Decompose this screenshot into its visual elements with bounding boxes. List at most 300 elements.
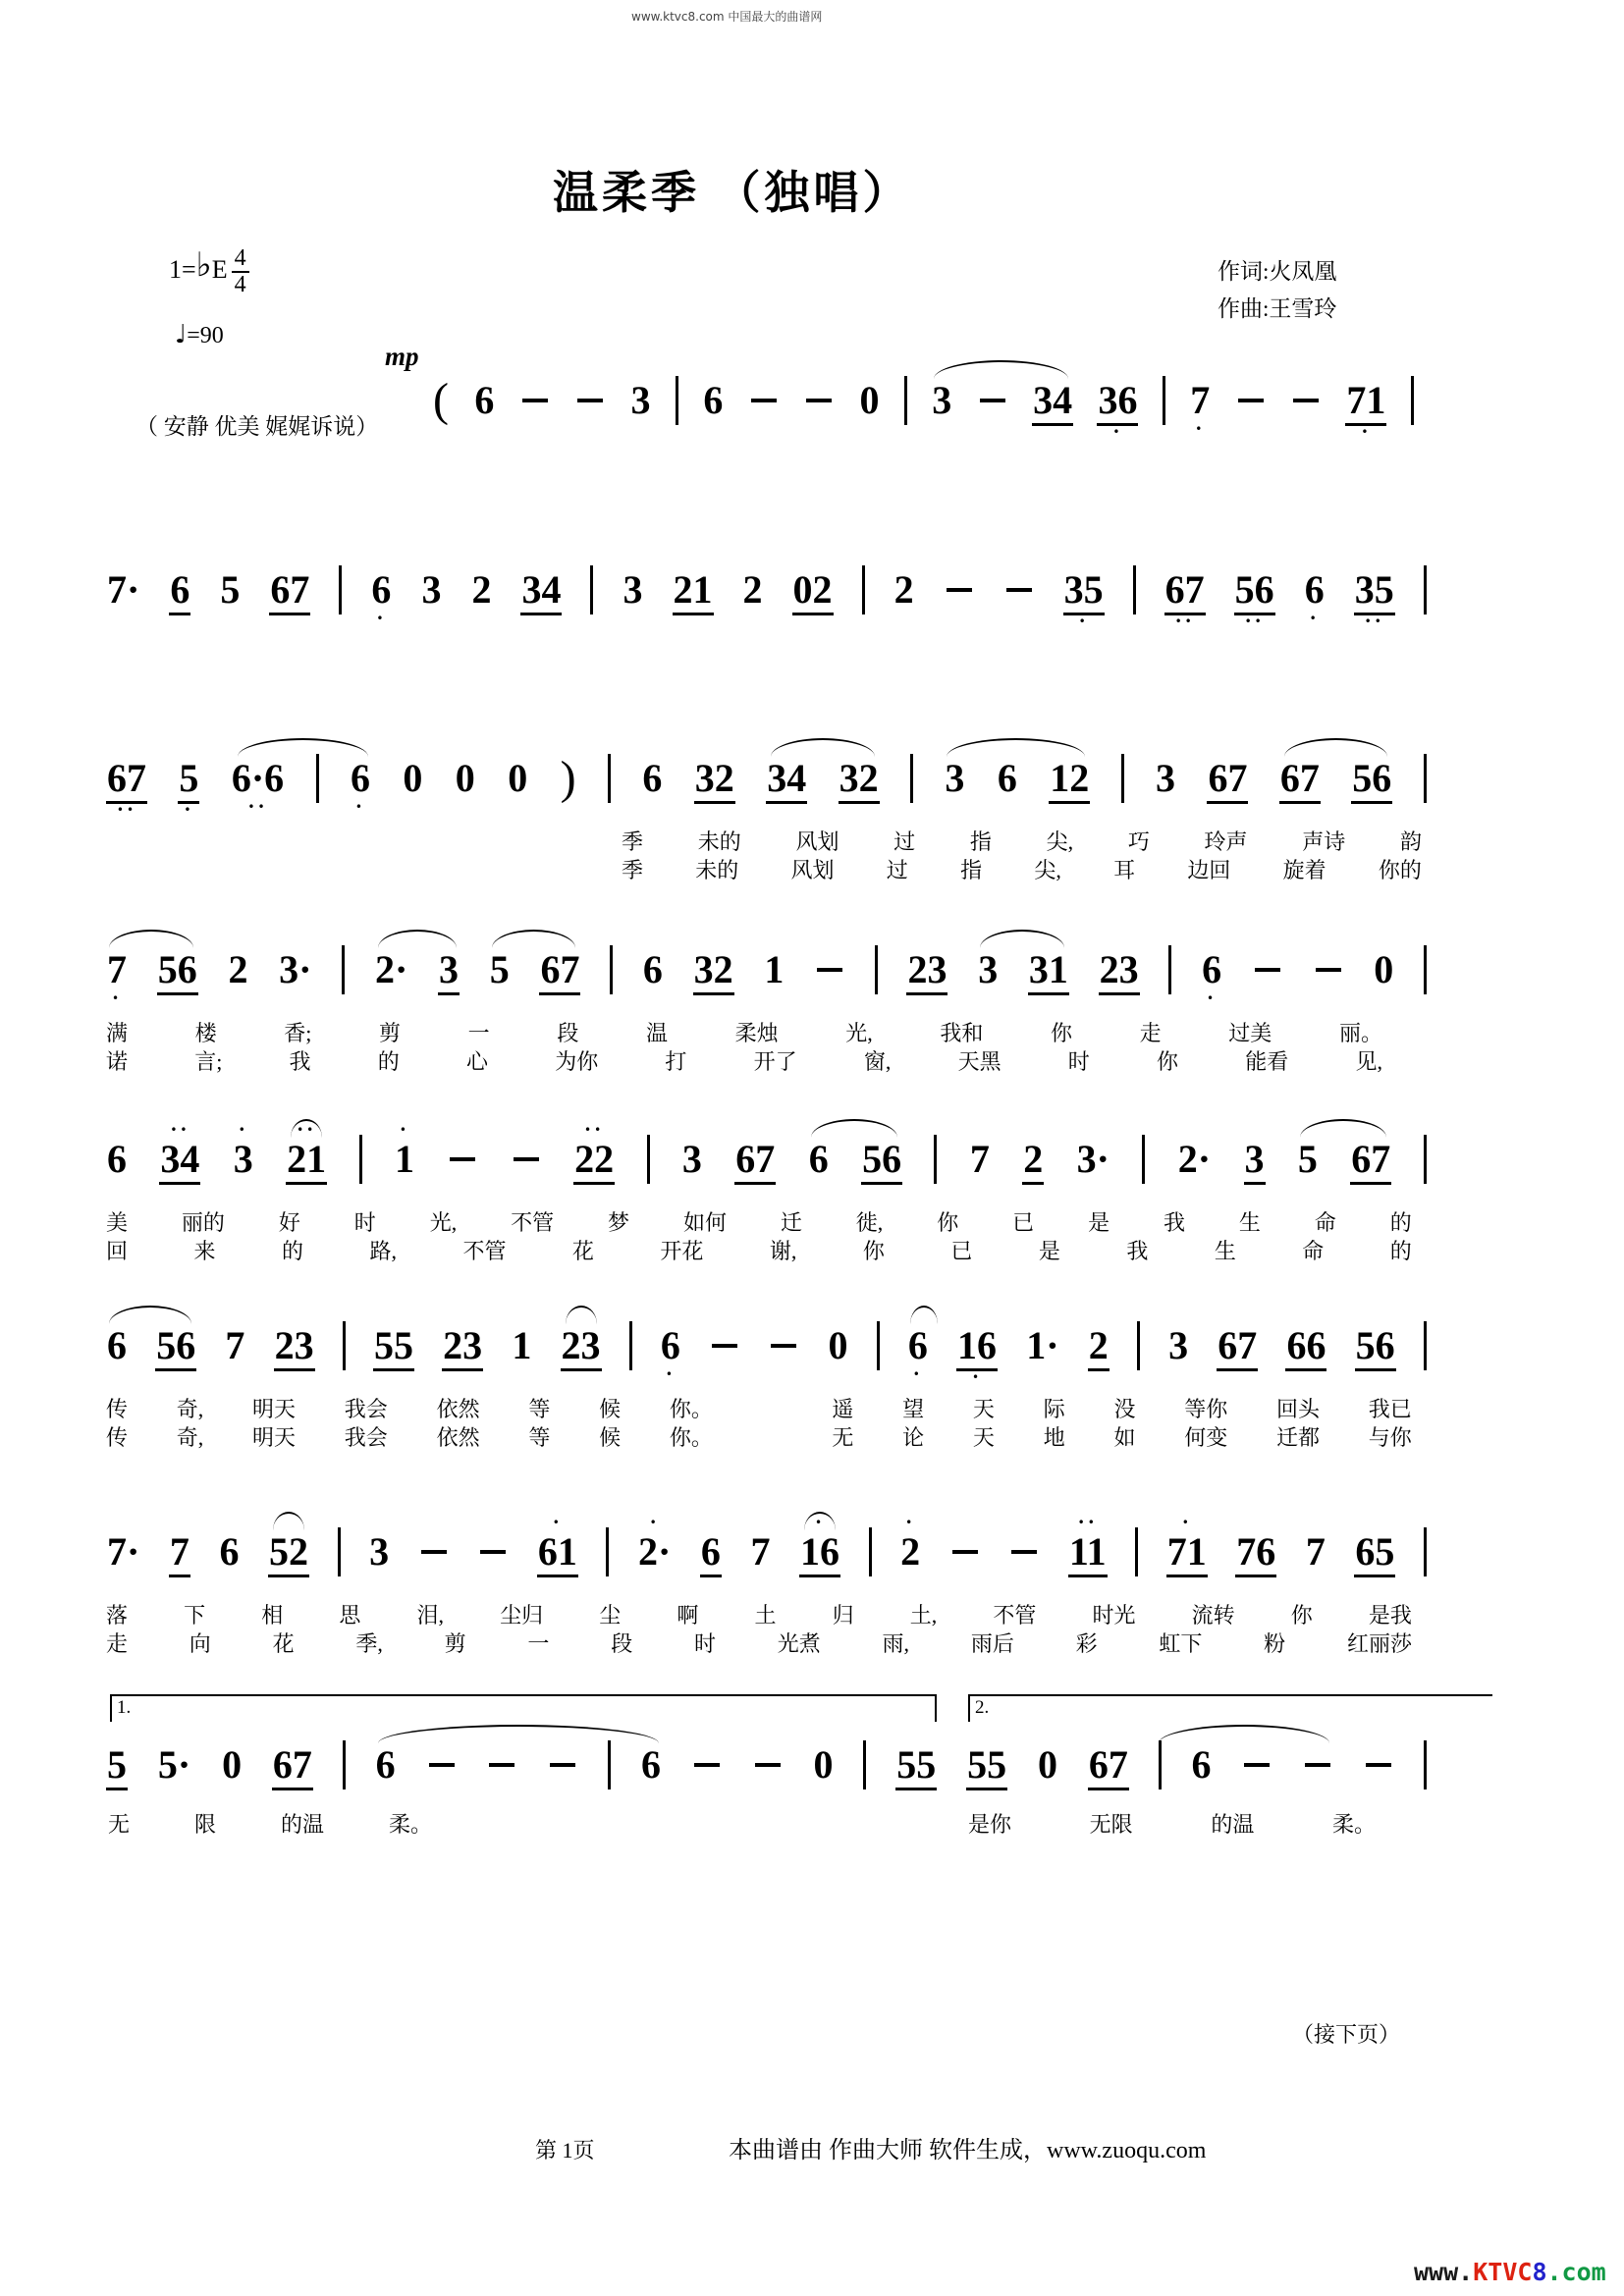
lyric-syllable: 一 — [527, 1631, 550, 1656]
note-number — [1424, 945, 1427, 994]
note-number — [342, 945, 345, 994]
note-number: 1 — [394, 1137, 414, 1181]
lyric-syllable: 是你 — [968, 1812, 1012, 1837]
note-number: 0 — [813, 1742, 834, 1787]
octave-dots-below: • — [912, 1367, 923, 1381]
note-token — [1177, 1124, 1212, 1195]
lyric-syllable: 我 — [289, 1049, 311, 1074]
note-token — [507, 743, 528, 814]
note-number — [610, 945, 613, 994]
lyric-syllable: 不管 — [511, 1210, 555, 1235]
note-number: 6 — [703, 378, 724, 422]
octave-dots-below: •• — [1174, 614, 1195, 628]
dash-note — [709, 1310, 740, 1381]
octave-dots-above: •• — [170, 1123, 190, 1137]
lyric-syllable: 好 — [278, 1210, 300, 1235]
lyric-syllable: 你 — [937, 1210, 959, 1235]
lyric-syllable: 天黑 — [957, 1049, 1001, 1074]
note-number: 55 — [895, 1742, 937, 1790]
lyric-syllable: 时 — [1067, 1049, 1090, 1074]
note-number: 0 — [222, 1742, 243, 1787]
note-token — [1063, 555, 1105, 628]
note-token — [560, 743, 577, 814]
note-number: 34 — [520, 567, 562, 615]
note-number: 67 — [272, 1742, 313, 1790]
note-token — [420, 555, 442, 625]
note-token — [673, 555, 714, 628]
lyric-syllable: 是我 — [1368, 1603, 1412, 1628]
note-number: 3 — [945, 756, 965, 800]
lyric-syllable: 一 — [467, 1021, 490, 1045]
lyric-syllable: 你 — [862, 1239, 885, 1263]
lyric-syllable: 回头 — [1275, 1397, 1320, 1421]
slur-arc — [934, 360, 1068, 379]
note-number: 67 — [1279, 756, 1321, 804]
logo-segment: .com — [1546, 2258, 1606, 2286]
barline — [875, 934, 878, 1007]
note-number — [1133, 565, 1136, 614]
lyric-syllable: 旋着 — [1282, 858, 1326, 882]
lyric-syllable: 如何 — [682, 1210, 727, 1235]
lyric-syllable: 季 — [622, 858, 644, 882]
note-number: 56 — [157, 947, 198, 995]
lyric-syllable: 为你 — [555, 1049, 599, 1074]
note-number: 31 — [1028, 947, 1069, 995]
lyric-syllable: 生 — [1214, 1239, 1236, 1263]
lyric-syllable: 你的 — [1378, 858, 1422, 882]
note-number — [1424, 565, 1427, 614]
octave-dots-above: •• — [1077, 1516, 1098, 1529]
note-token — [1207, 743, 1248, 817]
lyric-syllable: 段 — [611, 1631, 633, 1656]
note-number: 6 — [907, 1323, 928, 1367]
lyric-syllable: 段 — [557, 1021, 579, 1045]
lyric-syllable: 传 — [106, 1397, 129, 1421]
note-token — [1167, 1310, 1189, 1381]
note-number: 34 — [159, 1137, 200, 1185]
lyric-syllable: 季 — [622, 829, 644, 854]
note-number: 6 — [107, 1137, 127, 1181]
lyric-syllable: 徙, — [855, 1210, 884, 1235]
note-number: 56 — [1234, 567, 1275, 615]
note-number — [1313, 947, 1344, 992]
barline — [1137, 1310, 1140, 1383]
slur-arc — [109, 930, 193, 948]
dynamics-marking: mp — [385, 342, 419, 371]
lyrics-row — [106, 1206, 1412, 1237]
lyric-syllable: 丽的 — [181, 1210, 225, 1235]
note-token — [394, 1124, 415, 1195]
lyric-syllable: 的 — [1389, 1210, 1412, 1235]
lyric-syllable: 花 — [272, 1631, 295, 1656]
lyric-syllable: 不管 — [993, 1603, 1037, 1628]
note-number: 16 — [799, 1529, 840, 1577]
note-number: 67 — [1164, 567, 1206, 615]
note-token — [742, 555, 764, 625]
note-number — [877, 1321, 880, 1370]
slur-arc — [109, 1306, 191, 1324]
lyric-syllable: 的 — [1389, 1239, 1412, 1263]
barline — [1121, 743, 1124, 816]
note-number — [1290, 378, 1322, 423]
lyrics-row — [106, 1235, 1412, 1265]
note-number: 6 — [1202, 947, 1222, 991]
lyric-syllable: 的温 — [280, 1812, 324, 1837]
note-number: 0 — [1037, 1742, 1057, 1787]
note-number: 0 — [508, 756, 528, 800]
octave-dots-above: • — [552, 1516, 563, 1529]
lyric-syllable: 土, — [909, 1603, 938, 1628]
flat-icon: ♭ — [195, 245, 212, 285]
note-number: 3 — [421, 567, 442, 612]
barline — [1133, 555, 1136, 627]
note-number: 23 — [906, 947, 947, 995]
note-number: 23 — [442, 1323, 483, 1371]
lyric-syllable: 光, — [845, 1021, 873, 1045]
lyric-syllable: 依然 — [436, 1425, 480, 1450]
note-number: 3 — [630, 378, 651, 422]
note-number — [1252, 947, 1283, 992]
performance-note: （ 安静 优美 娓娓诉说） — [135, 414, 379, 439]
lyric-syllable: 美 — [106, 1210, 129, 1235]
lyrics-row — [968, 1808, 1376, 1839]
lyric-syllable: 等 — [528, 1397, 551, 1421]
lyric-syllable: 开了 — [753, 1049, 797, 1074]
slur-arc — [947, 738, 1085, 757]
note-token — [373, 1310, 414, 1384]
note-number — [1163, 376, 1165, 425]
lyric-syllable: 未的 — [695, 858, 739, 882]
slur-arc — [566, 1306, 597, 1324]
barline — [1424, 1730, 1427, 1802]
note-number — [1121, 754, 1124, 803]
lyric-syllable: 走 — [1139, 1021, 1162, 1045]
lyric-syllable: 路, — [369, 1239, 397, 1263]
dash-note — [944, 555, 975, 625]
lyric-syllable: 你。 — [669, 1425, 713, 1450]
barline — [1163, 365, 1165, 438]
note-token — [966, 1730, 1007, 1803]
lyric-syllable: 温 — [645, 1021, 668, 1045]
logo-segment: www. — [1414, 2258, 1474, 2286]
octave-dots-below: • — [1195, 422, 1206, 436]
note-token — [106, 1124, 128, 1195]
note-number — [426, 1742, 458, 1788]
note-number: 34 — [766, 756, 807, 804]
lyric-syllable: 奇, — [176, 1425, 204, 1450]
lyric-syllable: 尘 — [599, 1603, 622, 1628]
dash-note — [752, 1730, 784, 1800]
note-token — [1285, 1310, 1326, 1384]
note-token — [1099, 934, 1140, 1008]
note-number: 7 — [1190, 378, 1211, 422]
note-number — [691, 1742, 723, 1788]
octave-dots-below: • — [1112, 425, 1123, 439]
barline — [869, 1517, 872, 1589]
note-token — [269, 555, 310, 628]
note-token — [537, 1517, 578, 1590]
time-signature: $\frac{4}{4}$ — [232, 246, 249, 297]
lyric-syllable: 无 — [108, 1812, 131, 1837]
lyric-syllable: 无 — [832, 1425, 854, 1450]
octave-dots-above: • — [1181, 1516, 1192, 1529]
note-number: 67 — [734, 1137, 776, 1185]
note-token — [1201, 934, 1222, 1005]
note-number: 2· — [637, 1529, 672, 1574]
key-signature — [169, 245, 249, 297]
octave-dots-above: • — [649, 1516, 660, 1529]
note-number — [768, 1323, 799, 1368]
lyric-syllable: 望 — [902, 1397, 925, 1421]
note-token — [227, 934, 248, 1005]
note-number — [934, 1135, 937, 1184]
note-number — [338, 1527, 341, 1576]
note-number: 7 — [225, 1323, 245, 1367]
note-number: 6 — [219, 1529, 240, 1574]
note-number: 67 — [269, 567, 310, 615]
note-number: 66 — [1285, 1323, 1326, 1371]
note-number: 2 — [900, 1529, 921, 1574]
note-number: 7· — [107, 567, 140, 612]
lyric-syllable: 打 — [665, 1049, 687, 1074]
lyric-syllable: 遥 — [832, 1397, 854, 1421]
slur-arc — [1159, 1725, 1329, 1743]
octave-dots-above: • — [399, 1123, 409, 1137]
barline — [1424, 934, 1427, 1007]
note-token — [272, 1730, 313, 1803]
notation-line-1 — [432, 365, 1414, 439]
dash-note — [1252, 934, 1283, 1005]
lyric-syllable: 谢, — [769, 1239, 797, 1263]
lyric-syllable: 见, — [1355, 1049, 1382, 1074]
barline — [676, 365, 678, 438]
note-number: 3 — [438, 947, 460, 995]
lyric-syllable: 丽。 — [1338, 1021, 1382, 1045]
note-token — [906, 934, 947, 1008]
note-number: 5 — [106, 1742, 128, 1790]
lyric-syllable: 韵 — [1399, 829, 1422, 854]
note-number: 23 — [274, 1323, 315, 1371]
lyric-syllable: 玲声 — [1204, 829, 1248, 854]
octave-dots-below: • — [111, 991, 123, 1005]
note-number — [608, 754, 611, 803]
note-token — [1345, 365, 1386, 439]
note-number: 67 — [1217, 1323, 1258, 1371]
note-number: 67 — [1350, 1137, 1391, 1185]
note-token — [893, 555, 915, 625]
barline — [590, 555, 593, 627]
lyric-syllable: 泪, — [416, 1603, 445, 1628]
notation-line-7 — [106, 1516, 1427, 1656]
note-token — [1355, 1310, 1396, 1384]
note-number: 55 — [966, 1742, 1007, 1790]
note-token — [169, 555, 190, 628]
note-number: 2 — [742, 567, 763, 612]
octave-dots-above: • — [238, 1123, 248, 1137]
note-number — [814, 947, 845, 992]
lyric-syllable: 等 — [528, 1425, 551, 1450]
barline — [934, 1124, 937, 1197]
lyric-syllable: 风划 — [790, 858, 835, 882]
note-number — [709, 1323, 740, 1368]
note-token — [1097, 365, 1138, 439]
note-token — [763, 934, 785, 1005]
barline — [877, 1310, 880, 1383]
note-number: 32 — [694, 756, 735, 804]
lyric-syllable: 我会 — [344, 1397, 388, 1421]
note-number: 6 — [474, 378, 495, 422]
note-number: 6 — [808, 1137, 829, 1181]
note-number: 23 — [1099, 947, 1140, 995]
note-token — [827, 1310, 848, 1381]
note-token — [368, 1517, 390, 1587]
barline — [606, 1517, 609, 1589]
octave-dots-below: • — [1078, 614, 1089, 628]
note-token — [681, 1124, 703, 1195]
lyric-syllable: 我已 — [1368, 1397, 1412, 1421]
lyric-syllable: 边回 — [1187, 858, 1231, 882]
note-number — [1137, 1321, 1140, 1370]
lyric-syllable: 走 — [106, 1631, 129, 1656]
lyric-syllable: 的 — [281, 1239, 303, 1263]
note-number — [1168, 945, 1171, 994]
lyric-syllable: 奇, — [176, 1397, 204, 1421]
octave-dots-below: • — [971, 1370, 983, 1384]
lyric-syllable: 柔烛 — [734, 1021, 779, 1045]
barline — [1424, 1517, 1427, 1589]
lyric-syllable: 命 — [1314, 1210, 1336, 1235]
lyric-syllable: 来 — [193, 1239, 216, 1263]
slur-arc — [1300, 1119, 1386, 1138]
lyrics-row — [106, 1017, 1382, 1047]
lyric-syllable: 时光 — [1092, 1603, 1136, 1628]
volta-bracket-1 — [110, 1694, 937, 1722]
note-number: 7 — [1305, 1529, 1326, 1574]
note-number: 2 — [471, 567, 492, 612]
barline — [1142, 1124, 1145, 1197]
lyric-syllable: 红丽莎 — [1346, 1631, 1412, 1656]
note-number: 22 — [573, 1137, 615, 1185]
note-number: 23 — [561, 1323, 602, 1371]
note-token — [1166, 1517, 1208, 1590]
note-number: 3 — [681, 1137, 702, 1181]
dash-note — [1235, 365, 1267, 436]
lyric-syllable: 没 — [1113, 1397, 1136, 1421]
note-number: 32 — [839, 756, 880, 804]
lyrics-row — [108, 1808, 432, 1839]
note-token — [169, 1517, 190, 1590]
note-token — [969, 1124, 991, 1195]
note-token — [1373, 934, 1394, 1005]
barline — [629, 1310, 632, 1383]
lyric-syllable: 耳 — [1113, 858, 1136, 882]
lyric-syllable: 心 — [465, 1049, 488, 1074]
lyric-syllable: 过 — [886, 858, 908, 882]
note-token — [432, 365, 450, 436]
note-token — [573, 1124, 615, 1198]
barline — [862, 555, 865, 627]
note-number: 3 — [1244, 1137, 1266, 1185]
lyric-syllable: 已 — [1012, 1210, 1035, 1235]
lyric-syllable: 香; — [284, 1021, 312, 1045]
page-number: 第 1页 — [535, 2138, 595, 2163]
note-number: 6 — [350, 756, 370, 800]
note-token — [1037, 1730, 1058, 1800]
note-number: 3 — [932, 378, 952, 422]
dash-note — [519, 365, 551, 436]
lyric-syllable: 如 — [1113, 1425, 1136, 1450]
note-number — [486, 1742, 517, 1788]
lyric-syllable: 命 — [1302, 1239, 1325, 1263]
note-number: 6 — [700, 1529, 722, 1577]
note-token — [520, 555, 562, 628]
note-token — [106, 743, 147, 817]
lyric-syllable: 明天 — [252, 1425, 297, 1450]
note-number: 7 — [750, 1529, 771, 1574]
lyric-syllable: 言; — [194, 1049, 223, 1074]
note-number — [752, 1742, 784, 1788]
slur-arc — [378, 930, 457, 948]
lyric-syllable: 相 — [261, 1603, 284, 1628]
note-number: 6 — [371, 567, 392, 612]
note-number — [1424, 1527, 1427, 1576]
octave-dots-below: •• — [116, 803, 137, 817]
octave-dots-below: •• — [247, 800, 268, 814]
notation-line-4 — [106, 934, 1427, 1074]
lyric-syllable: 指 — [960, 858, 983, 882]
octave-dots-below: •• — [1244, 614, 1265, 628]
dash-note — [418, 1517, 450, 1587]
note-number — [1008, 1529, 1040, 1575]
key-letter: E — [211, 255, 228, 284]
note-token — [1305, 1517, 1326, 1587]
barline — [1424, 555, 1427, 627]
note-number: 5 — [220, 567, 241, 612]
lyric-syllable: 际 — [1043, 1397, 1065, 1421]
lyric-syllable: 未的 — [697, 829, 741, 854]
lyric-syllable: 流转 — [1191, 1603, 1235, 1628]
note-number — [316, 754, 319, 803]
lyric-syllable: 我会 — [344, 1425, 388, 1450]
note-token — [159, 1124, 200, 1198]
lyric-syllable: 候 — [599, 1397, 622, 1421]
lyric-syllable: 地 — [1043, 1425, 1065, 1450]
note-number — [1003, 567, 1035, 613]
note-number — [590, 565, 593, 614]
note-number: 34 — [1032, 378, 1073, 426]
note-number: 67 — [1207, 756, 1248, 804]
note-number: 6 — [642, 756, 663, 800]
lyric-syllable: 剪 — [379, 1021, 402, 1045]
lyric-syllable: 我 — [1126, 1239, 1149, 1263]
note-token — [641, 743, 663, 814]
note-number — [1411, 376, 1414, 425]
lyric-syllable: 剪 — [444, 1631, 466, 1656]
slur-arc — [1284, 738, 1387, 757]
note-number: 67 — [539, 947, 580, 995]
lyric-syllable: 过 — [893, 829, 916, 854]
lyric-syllable: 诺 — [106, 1049, 129, 1074]
note-token — [623, 555, 644, 625]
note-token — [278, 934, 312, 1005]
note-number: 0 — [403, 756, 423, 800]
lyric-syllable: 何变 — [1184, 1425, 1228, 1450]
volta-bracket-2 — [968, 1694, 1492, 1722]
lyric-syllable: 尖, — [1034, 858, 1061, 882]
lyric-syllable: 我 — [1163, 1210, 1185, 1235]
barline — [339, 555, 342, 627]
note-number: 6 — [169, 567, 190, 615]
